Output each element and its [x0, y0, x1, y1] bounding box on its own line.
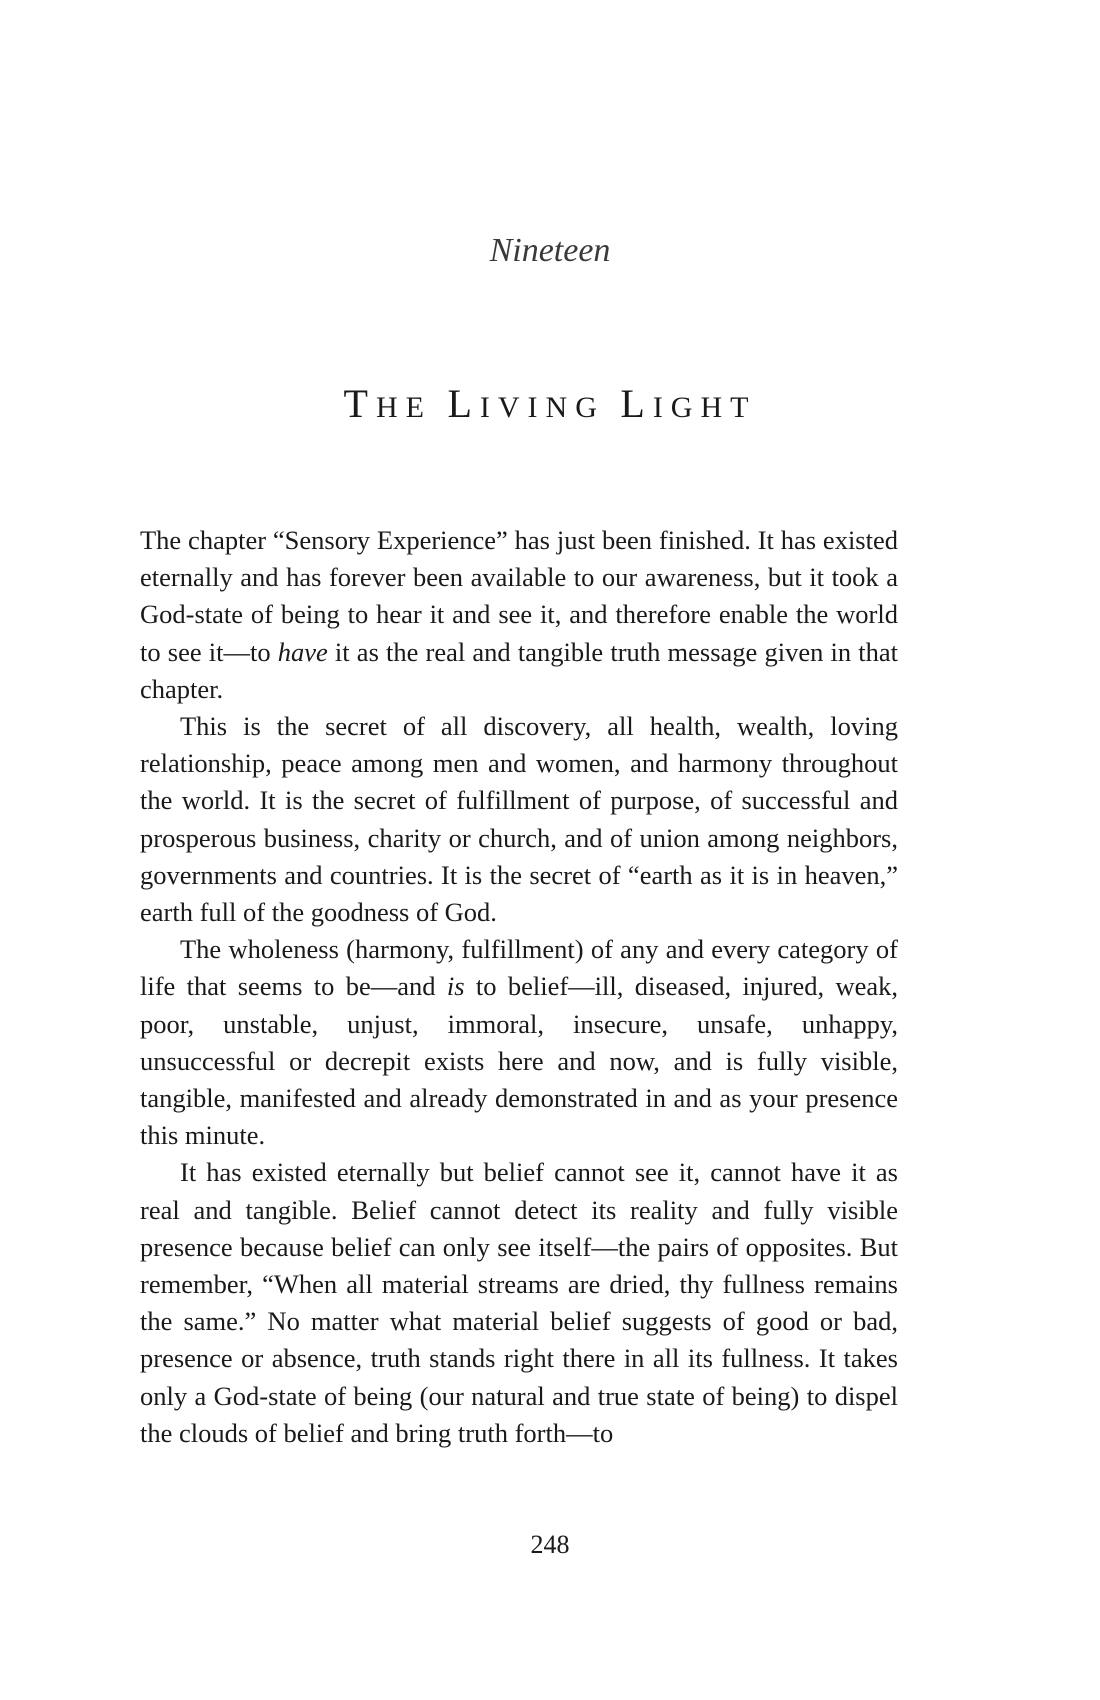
- chapter-title: [0, 380, 1100, 427]
- body-text: [140, 522, 898, 1452]
- chapter-title-word: [447, 381, 605, 426]
- text-run: It has existed eternally but belief cannot see it, cannot have it as real and tangible. Belief cannot detect its reality and fully visible presence because belief can only see itself—the pairs of opposites. But remember, “When all material streams are dried, thy fullness remains the same.” No matter what material belief suggests of good or bad, presence or absence, truth stands right there in all its fullness. It takes only a God-state of being (our natural and true state of being) to dispel the clouds of belief and bring truth forth—to: [140, 1157, 898, 1448]
- chapter-title-word: [343, 381, 432, 426]
- title-rest: IGHT: [652, 391, 757, 424]
- text-run: The chapter “Sensory Experience” has just been finished. It has existed eternally and has forever been available to our awareness, but it took a God-state of being to hear it and see it, and therefore enable the world to see it—to: [140, 525, 898, 667]
- text-run: The wholeness (harmony, fulfillment) of any and every category of life that seems to be—and: [140, 934, 898, 1002]
- chapter-number: Nineteen: [489, 232, 611, 269]
- italic-text: have: [277, 636, 328, 667]
- title-initial: L: [447, 381, 480, 426]
- paragraph: [140, 708, 898, 931]
- paragraph: [140, 1154, 898, 1452]
- italic-text: is: [446, 971, 465, 1002]
- page-number: 248: [530, 1530, 570, 1559]
- chapter-title-word: [620, 381, 757, 426]
- text-run: it as the real and tangible truth message given in that chapter.: [140, 636, 898, 704]
- title-initial: T: [343, 381, 376, 426]
- title-initial: L: [620, 381, 653, 426]
- title-rest: IVING: [479, 391, 605, 424]
- text-run: This is the secret of all discovery, all health, wealth, loving relationship, peace among men and women, and harmony throughout the world. It is the secret of fulfillment of purpose, of successful and prosperous business, charity or church, and of union among neighbors, governments and countries. It is the secret of “earth as it is in heaven,” earth full of the goodness of God.: [140, 711, 898, 928]
- paragraph: [140, 931, 898, 1154]
- paragraph: [140, 522, 898, 708]
- text-run: to belief—ill, diseased, injured, weak, poor, unstable, unjust, immoral, insecure, unsafe, unhappy, unsuccessful or decrepit exists here and now, and is fully visible, tangible, manifested and already demonstrated in and as your presence this minute.: [140, 971, 898, 1151]
- title-rest: HE: [375, 391, 432, 424]
